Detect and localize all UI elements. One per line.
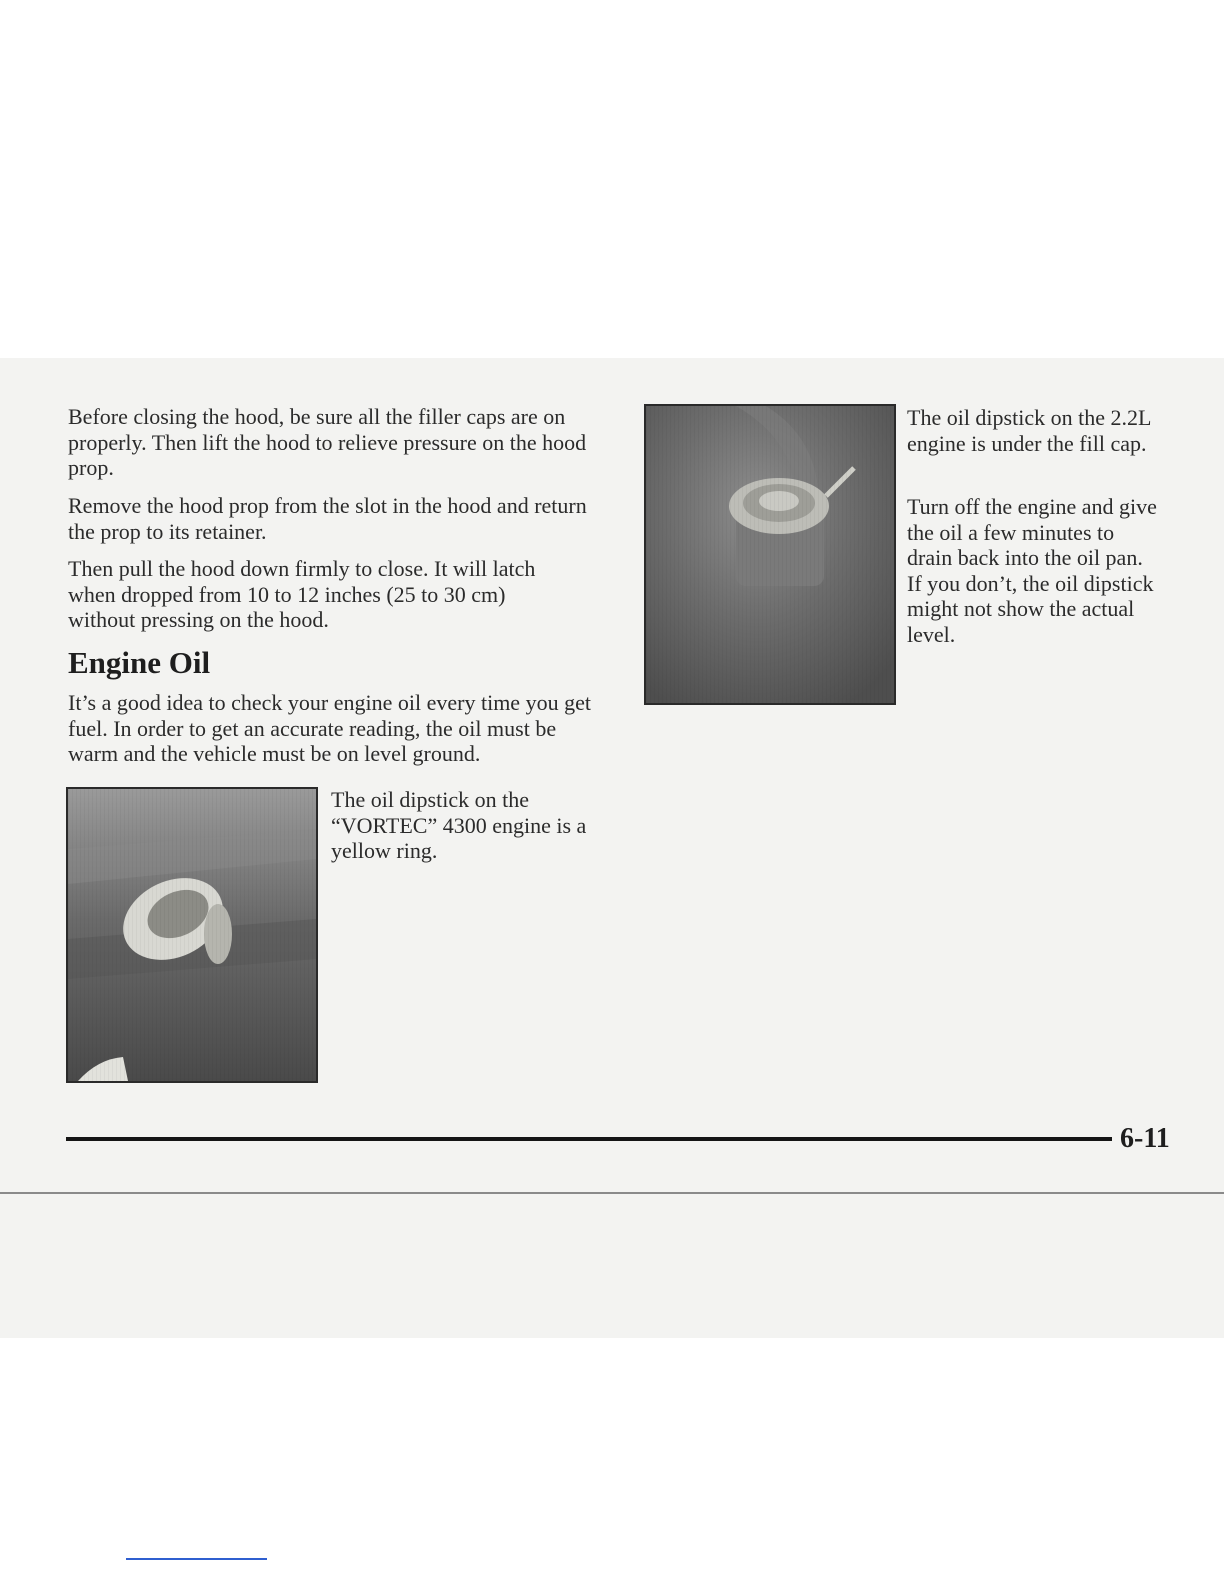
page-number: 6-11 <box>1120 1123 1170 1154</box>
footer-rule <box>66 1137 1112 1141</box>
dipstick-2-2l-photo <box>644 404 896 705</box>
scan-edge-line <box>0 1192 1224 1194</box>
drain-oil-paragraph: Turn off the engine and give the oil a few minutes to drain back into the oil pan. If you don’t, the oil dipstick might not show the actual level. <box>907 494 1157 647</box>
hood-latch-paragraph: Then pull the hood down firmly to close. It will latch when dropped from 10 to 12 inches (25 to 30 cm) without pressing on the hood. <box>68 556 536 632</box>
dipstick-2-2l-image <box>646 406 894 703</box>
hood-closing-paragraph: Before closing the hood, be sure all the filler caps are on properly. Then lift the hood to relieve pressure on the hood prop. <box>68 404 587 480</box>
dipstick-2-2l-caption: The oil dipstick on the 2.2L engine is under the fill cap. <box>907 405 1151 456</box>
footer-link-underline <box>126 1558 267 1560</box>
hood-prop-paragraph: Remove the hood prop from the slot in the hood and return the prop to its retainer. <box>68 493 587 544</box>
vortec-dipstick-photo <box>66 787 318 1083</box>
section-heading-engine-oil: Engine Oil <box>68 645 211 680</box>
engine-oil-intro-paragraph: It’s a good idea to check your engine oil every time you get fuel. In order to get an accurate reading, the oil must be warm and the vehicle must be on level ground. <box>68 690 591 766</box>
vortec-dipstick-caption: The oil dipstick on the “VORTEC” 4300 engine is a yellow ring. <box>331 787 587 863</box>
vortec-dipstick-image <box>68 789 316 1081</box>
